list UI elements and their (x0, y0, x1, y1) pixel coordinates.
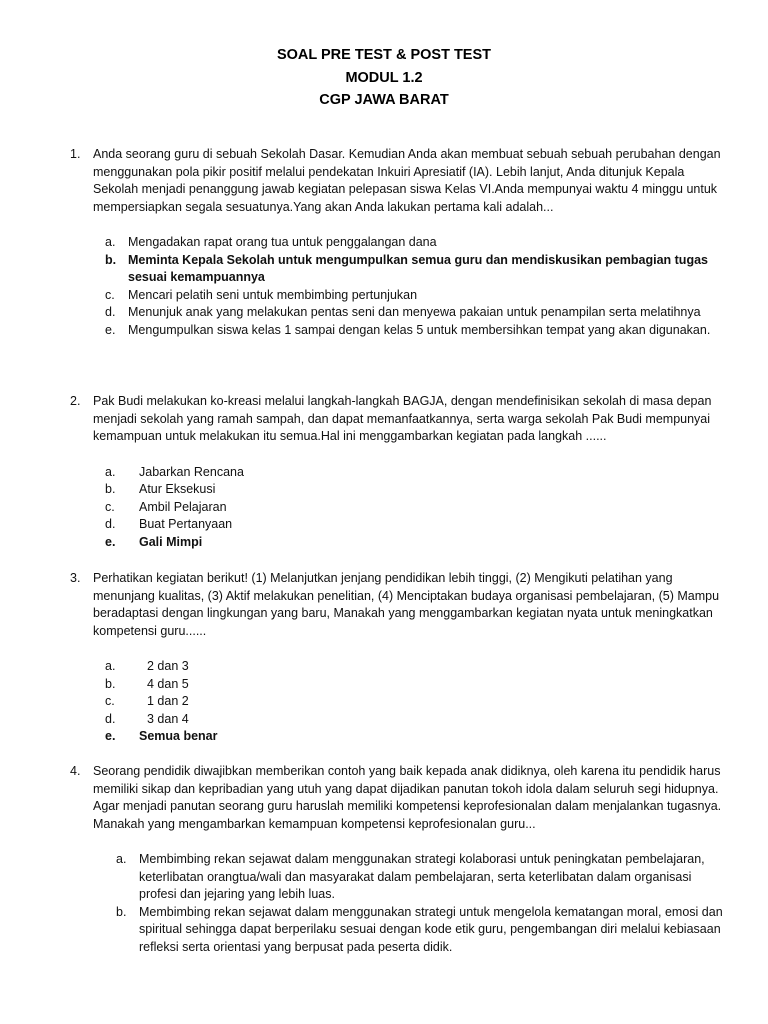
option-letter: a. (116, 852, 127, 866)
option-text: Membimbing rekan sejawat dalam menggunakan strategi kolaborasi untuk peningkatan pembelajaran, keterlibatan orangtua/wali dan masyarakat dalam pembelajaran, serta keterlibatan dalam organisasi profesi dan jejaring yang lebih luas. (139, 852, 705, 901)
option-b (105, 481, 730, 499)
document-title (0, 44, 768, 112)
option-text: 2 dan 3 (147, 659, 189, 673)
option-a (116, 851, 730, 904)
option-e (105, 322, 730, 340)
title-line-2: MODUL 1.2 (345, 69, 423, 86)
option-letter: a. (105, 235, 116, 249)
question-number: 2. (70, 394, 81, 408)
option-text: Menunjuk anak yang melakukan pentas seni dan menyewa pakaian untuk penampilan serta melatihnya (128, 305, 701, 319)
answer-options (105, 464, 730, 552)
question-1 (70, 146, 730, 339)
option-c (105, 287, 730, 305)
question-number: 3. (70, 571, 81, 585)
option-e-correct (105, 534, 730, 552)
option-letter: b. (105, 252, 117, 267)
option-letter: d. (105, 711, 116, 726)
option-e-correct (105, 728, 730, 746)
option-b (116, 904, 730, 957)
option-text: Mengadakan rapat orang tua untuk penggalangan dana (128, 235, 437, 249)
option-text: Mencari pelatih seni untuk membimbing pertunjukan (128, 287, 418, 302)
question-text: Pak Budi melakukan ko-kreasi melalui langkah-langkah BAGJA, dengan mendefinisikan sekolah di masa depan menjadi sekolah yang ramah sampah, dan dapat memanfaatkannya, serta warga sekolah Pak Budi mempunyai kemampuan untuk melakukan itu semua.Hal ini menggambarkan kegiatan pada langkah ...... (93, 394, 712, 443)
question-2 (70, 393, 730, 551)
option-letter: a. (105, 659, 116, 673)
option-letter: e. (105, 322, 116, 337)
option-d (105, 711, 730, 729)
option-text: 4 dan 5 (147, 676, 189, 691)
option-letter: b. (105, 482, 116, 496)
option-c (105, 693, 730, 711)
option-a (105, 658, 730, 676)
option-text: Semua benar (139, 729, 218, 743)
option-text: Membimbing rekan sejawat dalam menggunakan strategi untuk mengelola kematangan moral, emosi dan spiritual sehingga dapat berperilaku sesuai dengan kode etik guru, pengembangan diri melalui kebiasaan refleksi serta orientasi yang berpusat pada peserta didik. (139, 904, 723, 954)
option-d (105, 516, 730, 534)
answer-options (105, 658, 730, 746)
option-letter: c. (105, 287, 115, 302)
option-text: Gali Mimpi (139, 534, 203, 549)
option-a (105, 464, 730, 482)
option-c (105, 499, 730, 517)
option-text: Buat Pertanyaan (139, 517, 233, 531)
option-a (105, 234, 730, 252)
option-letter: e. (105, 534, 116, 549)
option-letter: d. (105, 517, 116, 531)
question-number: 1. (70, 147, 81, 161)
question-4 (70, 763, 730, 956)
option-text: Atur Eksekusi (139, 482, 216, 496)
question-3 (70, 570, 730, 746)
question-text: Perhatikan kegiatan berikut! (1) Melanjutkan jenjang pendidikan lebih tinggi, (2) Mengikuti pelatihan yang menunjang kualitas, (3) Aktif melakukan penelitian, (4) Menciptakan budaya organisasi pembelajaran, (5) Mampu beradaptasi dengan lingkungan yang baru, Manakah yang menggambarkan kegiatan nyata untuk meningkatkan kompetensi guru...... (93, 571, 720, 638)
option-text: Mengumpulkan siswa kelas 1 sampai dengan kelas 5 untuk membersihkan tempat yang akan digunakan. (128, 322, 711, 337)
option-text: 3 dan 4 (147, 711, 189, 726)
option-b-correct (105, 252, 730, 287)
option-d (105, 304, 730, 322)
option-letter: a. (105, 464, 116, 479)
option-text: 1 dan 2 (147, 694, 189, 708)
question-text: Seorang pendidik diwajibkan memberikan contoh yang baik kepada anak didiknya, oleh karena itu pendidik harus memiliki sikap dan kepribadian yang utuh yang dapat dijadikan panutan tokoh idola dalam seluruh segi hidupnya. Agar menjadi panutan seorang guru haruslah memiliki kompetensi keprofesionalan dalam menjalankan tugasnya. Manakah yang mengambarkan kemampuan kompetensi keprofesionalan guru... (93, 764, 722, 831)
option-letter: c. (105, 694, 115, 708)
option-text: Meminta Kepala Sekolah untuk mengumpulkan semua guru dan mendiskusikan pembagian tugas sesuai kemampuannya (128, 252, 708, 284)
title-line-3: CGP JAWA BARAT (319, 92, 449, 108)
answer-options (116, 851, 730, 956)
option-text: Jabarkan Rencana (139, 464, 244, 479)
answer-options (105, 234, 730, 339)
question-number: 4. (70, 764, 81, 778)
option-letter: d. (105, 305, 116, 319)
title-line-1: SOAL PRE TEST & POST TEST (276, 47, 492, 63)
option-letter: c. (105, 499, 115, 514)
option-letter: b. (105, 676, 116, 691)
question-text: Anda seorang guru di sebuah Sekolah Dasar. Kemudian Anda akan membuat sebuah sebuah perubahan dengan menggunakan pola pikir positif melalui pendekatan Inkuiri Apresiatif (IA). Lebih lanjut, Anda ditunjuk Kepala Sekolah menjadi penanggung jawab kegiatan pelepasan siswa Kelas VI.Anda mempunyai waktu 4 minggu untuk mempersiapkan segala sesuatunya.Yang akan Anda lakukan pertama kali adalah... (93, 147, 721, 214)
option-b (105, 676, 730, 694)
option-text: Ambil Pelajaran (139, 499, 227, 514)
option-letter: b. (116, 904, 127, 919)
option-letter: e. (105, 729, 116, 743)
